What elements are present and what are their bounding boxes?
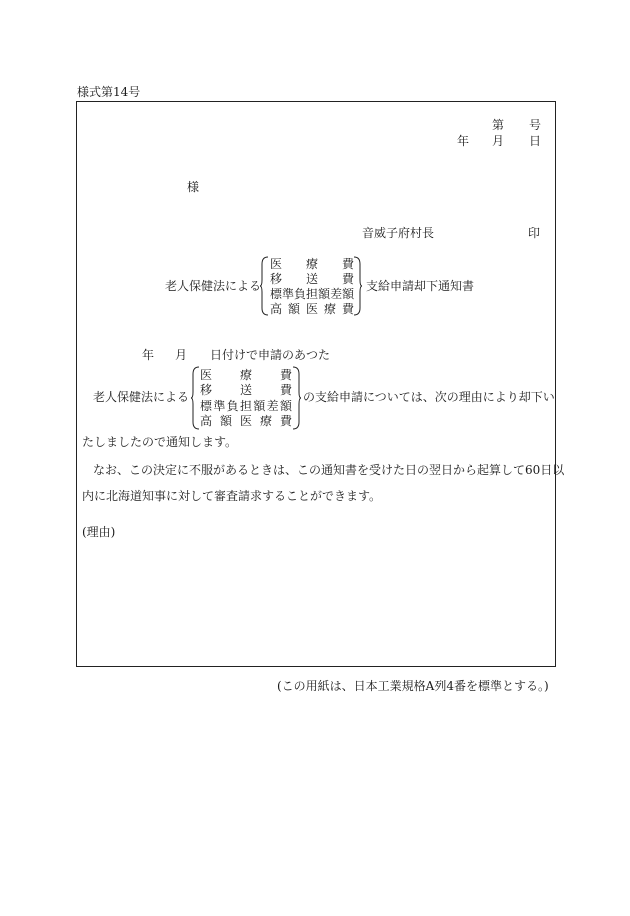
date-label-month: 月 — [492, 134, 505, 148]
number-label-go: 号 — [529, 118, 542, 132]
addressee-suffix: 様 — [187, 180, 200, 194]
item-char: 医 — [239, 414, 252, 428]
body-item-transport — [200, 384, 292, 396]
item-char: 準 — [213, 399, 226, 413]
item-char: 費 — [279, 368, 292, 382]
title-left-brace — [260, 256, 269, 316]
title-item-high-cost — [270, 303, 354, 315]
notice-frame — [76, 101, 556, 667]
item-char: 医 — [270, 257, 283, 271]
item-char: 高 — [200, 414, 213, 428]
item-char: 送 — [305, 272, 318, 286]
item-char: 移 — [200, 383, 213, 397]
number-label-dai: 第 — [492, 118, 505, 132]
body-para2-line2: 内に北海道知事に対して審査請求することができます。 — [82, 489, 382, 503]
item-char: 額 — [342, 287, 355, 301]
item-char: 差 — [330, 287, 343, 301]
item-char: 額 — [318, 287, 331, 301]
item-char: 負 — [294, 287, 307, 301]
item-char: 移 — [270, 272, 283, 286]
item-char: 医 — [200, 368, 213, 382]
title-item-standard-burden — [270, 288, 354, 300]
title-item-list — [270, 256, 354, 316]
date-label-day: 日 — [529, 134, 542, 148]
title-suffix: 支給申請却下通知書 — [366, 279, 475, 293]
item-char: 担 — [306, 287, 319, 301]
body-item-list — [200, 366, 292, 430]
date-label-year: 年 — [457, 134, 470, 148]
item-char: 額 — [219, 414, 232, 428]
body-para2-line1: なお、この決定に不服があるときは、この通知書を受けた日の翌日から起算して60日以 — [93, 463, 565, 477]
body-date-text: 日付けで申請のあつた — [210, 348, 331, 362]
item-char: 療 — [239, 368, 252, 382]
item-char: 費 — [341, 272, 354, 286]
footnote: (この用紙は、日本工業規格A列4番を標準とする。) — [277, 679, 549, 693]
issuer-seal: 印 — [528, 226, 541, 240]
body-date-month: 月 — [175, 348, 188, 362]
item-char: 療 — [259, 414, 272, 428]
item-char: 準 — [282, 287, 295, 301]
item-char: 標 — [200, 399, 213, 413]
form-number: 様式第14号 — [77, 85, 141, 99]
item-char: 額 — [279, 399, 292, 413]
item-char: 標 — [270, 287, 283, 301]
item-char: 医 — [305, 302, 318, 316]
item-char: 担 — [239, 399, 252, 413]
title-right-brace — [353, 256, 362, 316]
item-char: 費 — [279, 414, 292, 428]
body-prefix: 老人保健法による — [93, 390, 190, 404]
item-char: 送 — [239, 383, 252, 397]
body-item-standard-burden — [200, 400, 292, 412]
body-right-brace — [292, 366, 301, 430]
body-item-high-cost — [200, 415, 292, 427]
title-item-transport — [270, 273, 354, 285]
body-left-brace — [191, 366, 200, 430]
title-prefix: 老人保健法による — [165, 279, 262, 293]
item-char: 費 — [279, 383, 292, 397]
item-char: 療 — [323, 302, 336, 316]
reason-label: (理由) — [82, 525, 116, 539]
item-char: 負 — [226, 399, 239, 413]
item-char: 高 — [270, 302, 283, 316]
item-char: 差 — [266, 399, 279, 413]
body-date-year: 年 — [142, 348, 155, 362]
body-line2: たしましたので通知します。 — [82, 435, 238, 449]
item-char: 費 — [341, 257, 354, 271]
body-line1-suffix: の支給申請については、次の理由により却下い — [303, 390, 555, 404]
item-char: 療 — [305, 257, 318, 271]
item-char: 額 — [287, 302, 300, 316]
title-item-medical — [270, 258, 354, 270]
issuer-name: 音威子府村長 — [362, 226, 435, 240]
item-char: 額 — [253, 399, 266, 413]
body-item-medical — [200, 369, 292, 381]
item-char: 費 — [341, 302, 354, 316]
